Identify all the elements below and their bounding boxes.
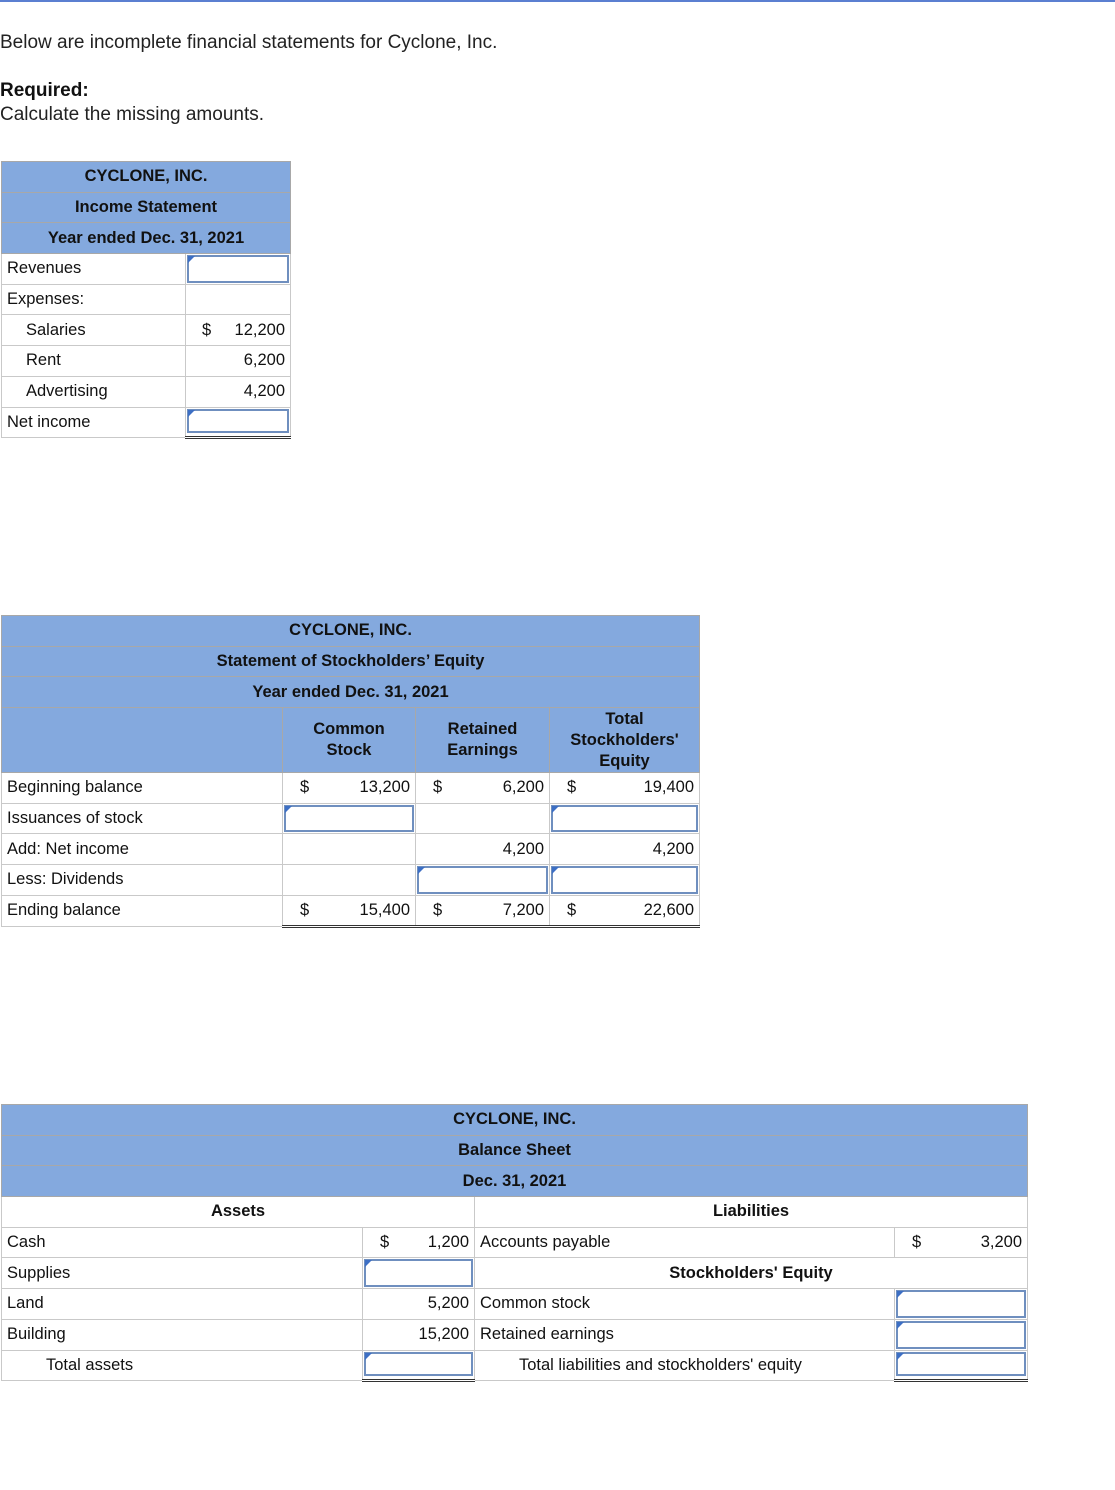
is-title: Income Statement bbox=[2, 192, 291, 223]
is-net-income-input-cell bbox=[186, 407, 291, 438]
se-title: Statement of Stockholders’ Equity bbox=[2, 646, 700, 677]
se-dividends-retained-input[interactable] bbox=[417, 866, 548, 894]
se-dividends-total-cell bbox=[550, 865, 700, 896]
intro-text: Below are incomplete financial statements for Cyclone, Inc. bbox=[0, 32, 498, 53]
se-issuances-common-input[interactable] bbox=[284, 805, 414, 833]
se-beginning-label: Beginning balance bbox=[2, 773, 283, 804]
se-issuances-total-cell bbox=[550, 803, 700, 834]
se-ending-common-currency: $ bbox=[300, 900, 310, 919]
se-beginning-common: 13,200 bbox=[359, 778, 410, 797]
bs-cash-value: 1,200 bbox=[427, 1233, 469, 1252]
se-net-income-retained: 4,200 bbox=[416, 834, 550, 865]
se-issuances-label: Issuances of stock bbox=[2, 803, 283, 834]
bs-accounts-payable-value: 3,200 bbox=[980, 1233, 1023, 1252]
se-beginning-total-cell bbox=[550, 773, 700, 804]
se-ending-retained-cell bbox=[416, 895, 550, 926]
se-beginning-common-cell bbox=[283, 773, 416, 804]
is-salaries-label: Salaries bbox=[2, 315, 186, 346]
se-net-income-total: 4,200 bbox=[550, 834, 700, 865]
is-salaries-cell bbox=[186, 315, 291, 346]
bs-date: Dec. 31, 2021 bbox=[2, 1166, 1028, 1197]
bs-assets-heading: Assets bbox=[2, 1197, 475, 1228]
bs-supplies-label: Supplies bbox=[2, 1258, 363, 1289]
se-ending-total-currency: $ bbox=[567, 900, 577, 919]
se-beginning-common-currency: $ bbox=[300, 778, 310, 797]
se-ending-common-cell bbox=[283, 895, 416, 926]
bs-supplies-input-cell bbox=[363, 1258, 475, 1289]
se-ending-retained: 7,200 bbox=[502, 900, 544, 919]
is-expenses-label: Expenses: bbox=[2, 284, 186, 315]
bs-common-stock-input[interactable] bbox=[896, 1290, 1026, 1318]
se-issuances-total-input[interactable] bbox=[551, 805, 698, 833]
bs-accounts-payable-currency: $ bbox=[912, 1233, 922, 1252]
bs-building-value: 15,200 bbox=[363, 1319, 475, 1350]
se-ending-total-cell bbox=[550, 895, 700, 926]
se-beginning-retained: 6,200 bbox=[502, 778, 544, 797]
equity-statement-table bbox=[1, 615, 700, 928]
bs-building-label: Building bbox=[2, 1319, 363, 1350]
se-col-common: Common Stock bbox=[283, 708, 416, 773]
se-ending-common: 15,400 bbox=[359, 900, 410, 919]
bs-total-assets-label: Total assets bbox=[2, 1350, 363, 1381]
is-revenues-input[interactable] bbox=[187, 255, 289, 283]
is-net-income-input[interactable] bbox=[187, 409, 289, 434]
bs-land-label: Land bbox=[2, 1289, 363, 1320]
bs-cash-cell bbox=[363, 1227, 475, 1258]
required-heading: Required: bbox=[0, 80, 89, 101]
bs-total-le-label: Total liabilities and stockholders' equity bbox=[475, 1350, 895, 1381]
is-revenues-input-cell bbox=[186, 254, 291, 285]
is-period: Year ended Dec. 31, 2021 bbox=[2, 223, 291, 254]
bs-total-assets-input[interactable] bbox=[364, 1352, 473, 1377]
is-net-income-label: Net income bbox=[2, 407, 186, 438]
is-advertising-value: 4,200 bbox=[186, 376, 291, 407]
bs-retained-earnings-input-cell bbox=[895, 1319, 1028, 1350]
se-col-retained: Retained Earnings bbox=[416, 708, 550, 773]
bs-supplies-input[interactable] bbox=[364, 1259, 473, 1287]
se-beginning-retained-currency: $ bbox=[433, 778, 443, 797]
se-beginning-retained-cell bbox=[416, 773, 550, 804]
se-dividends-common-empty bbox=[283, 865, 416, 896]
se-issuances-retained-empty bbox=[416, 803, 550, 834]
bs-retained-earnings-input[interactable] bbox=[896, 1321, 1026, 1349]
se-col-total: Total Stockholders' Equity bbox=[550, 708, 700, 773]
se-header-blank bbox=[2, 708, 283, 773]
bs-retained-earnings-label: Retained earnings bbox=[475, 1319, 895, 1350]
se-issuances-common-cell bbox=[283, 803, 416, 834]
bs-total-assets-input-cell bbox=[363, 1350, 475, 1381]
is-company: CYCLONE, INC. bbox=[2, 162, 291, 193]
bs-cash-currency: $ bbox=[380, 1233, 390, 1252]
bs-total-le-input[interactable] bbox=[896, 1352, 1026, 1377]
se-net-income-common-empty bbox=[283, 834, 416, 865]
se-ending-label: Ending balance bbox=[2, 895, 283, 926]
se-ending-total: 22,600 bbox=[643, 900, 695, 919]
se-ending-retained-currency: $ bbox=[433, 900, 443, 919]
se-dividends-label: Less: Dividends bbox=[2, 865, 283, 896]
is-advertising-label: Advertising bbox=[2, 376, 186, 407]
bs-accounts-payable-label: Accounts payable bbox=[475, 1227, 895, 1258]
bs-accounts-payable-cell bbox=[895, 1227, 1028, 1258]
is-salaries-value: 12,200 bbox=[234, 320, 285, 339]
bs-company: CYCLONE, INC. bbox=[2, 1105, 1028, 1136]
se-beginning-total: 19,400 bbox=[643, 778, 695, 797]
bs-cash-label: Cash bbox=[2, 1227, 363, 1258]
is-rent-label: Rent bbox=[2, 346, 186, 377]
is-expenses-empty bbox=[186, 284, 291, 315]
se-beginning-total-currency: $ bbox=[567, 778, 577, 797]
bs-title: Balance Sheet bbox=[2, 1135, 1028, 1166]
se-period: Year ended Dec. 31, 2021 bbox=[2, 677, 700, 708]
is-salaries-currency: $ bbox=[202, 320, 212, 339]
bs-land-value: 5,200 bbox=[363, 1289, 475, 1320]
top-border-line bbox=[0, 0, 1115, 2]
bs-liabilities-heading: Liabilities bbox=[475, 1197, 1028, 1228]
is-rent-value: 6,200 bbox=[186, 346, 291, 377]
income-statement-table bbox=[1, 161, 291, 439]
se-net-income-label: Add: Net income bbox=[2, 834, 283, 865]
bs-common-stock-input-cell bbox=[895, 1289, 1028, 1320]
se-dividends-retained-cell bbox=[416, 865, 550, 896]
bs-total-le-input-cell bbox=[895, 1350, 1028, 1381]
se-dividends-total-input[interactable] bbox=[551, 866, 698, 894]
bs-equity-heading: Stockholders' Equity bbox=[475, 1258, 1028, 1289]
se-company: CYCLONE, INC. bbox=[2, 616, 700, 647]
balance-sheet-table bbox=[1, 1104, 1028, 1382]
is-revenues-label: Revenues bbox=[2, 254, 186, 285]
required-text: Calculate the missing amounts. bbox=[0, 104, 265, 125]
bs-common-stock-label: Common stock bbox=[475, 1289, 895, 1320]
